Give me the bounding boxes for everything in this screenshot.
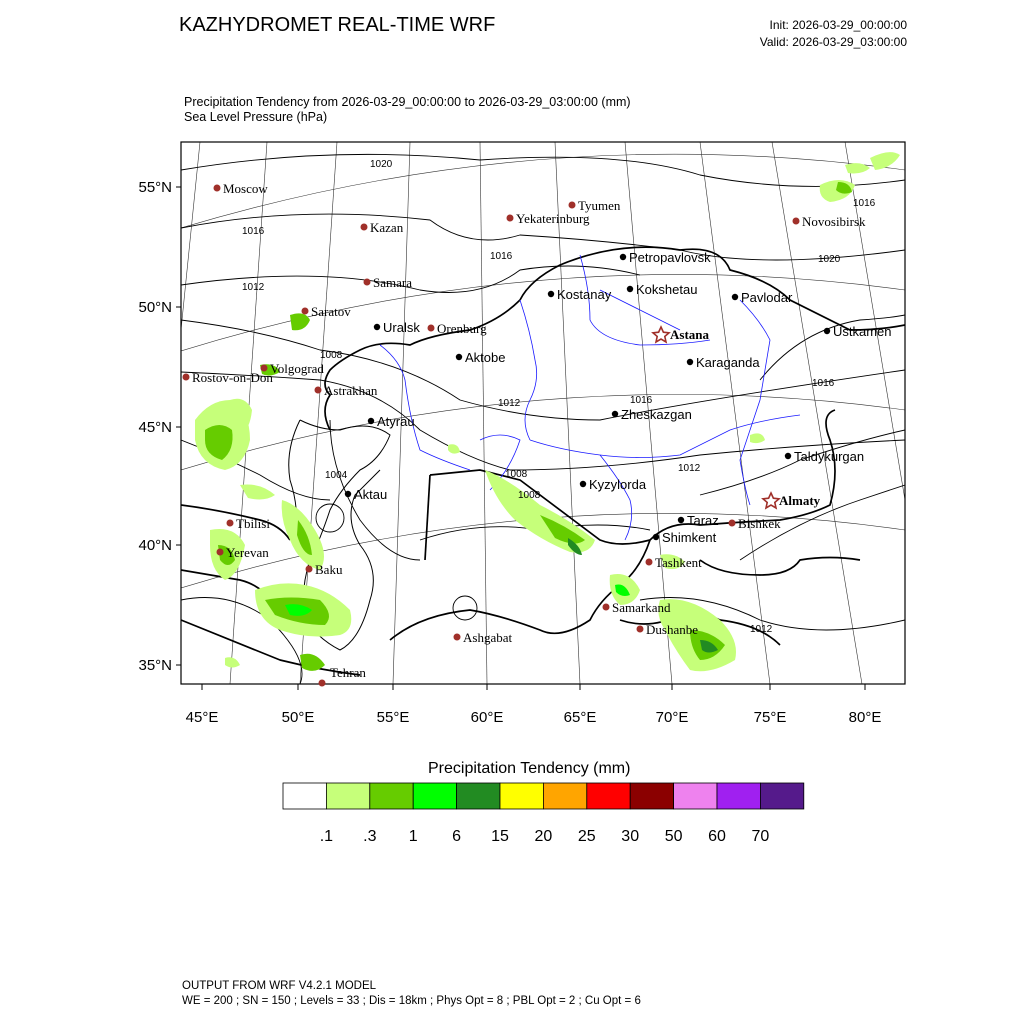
svg-text:Tehran: Tehran: [330, 665, 366, 680]
isobar-label: 1016: [242, 226, 265, 237]
lat-tick-label: 40°N: [138, 537, 172, 554]
isobar-label: 1004: [325, 470, 348, 481]
lon-tick-label: 55°E: [376, 709, 410, 726]
precip-shading: [195, 152, 900, 671]
footer-model: OUTPUT FROM WRF V4.2.1 MODEL: [182, 980, 377, 992]
isobar-label: 1012: [498, 398, 521, 409]
svg-text:Zheskazgan: Zheskazgan: [621, 407, 692, 422]
legend-level-label: 1: [408, 828, 418, 845]
city-tashkent: [646, 555, 703, 570]
city-ustkamen: [824, 324, 892, 339]
city-kostanay: [548, 287, 612, 302]
svg-text:Pavlodar: Pavlodar: [741, 290, 793, 305]
isobar-label: 1020: [370, 159, 393, 170]
lon-tick-label: 60°E: [470, 709, 504, 726]
isobar-label: 1008: [320, 350, 343, 361]
lon-tick-labels: [186, 709, 882, 726]
legend-level-label: 25: [577, 828, 596, 845]
lon-tick-label: 75°E: [753, 709, 787, 726]
city-petropavlovsk: [620, 250, 711, 265]
city-dushanbe: [637, 622, 699, 637]
svg-text:Baku: Baku: [315, 562, 343, 577]
city-pavlodar: [732, 290, 793, 305]
svg-text:Dushanbe: Dushanbe: [646, 622, 698, 637]
city-kyzylorda: [580, 477, 647, 492]
init-time: Init: 2026-03-29_00:00:00: [769, 18, 907, 32]
legend-level-label: 50: [664, 828, 683, 845]
lat-tick-label: 45°N: [138, 419, 172, 436]
isobar-label: 1016: [812, 378, 835, 389]
svg-text:Rostov-on-Don: Rostov-on-Don: [192, 370, 273, 385]
city-aktobe: [456, 350, 506, 365]
capital-star-icon: [653, 327, 669, 342]
capital-star-icon: [763, 493, 779, 508]
svg-text:Novosibirsk: Novosibirsk: [802, 214, 866, 229]
capital-almaty: [763, 493, 821, 508]
svg-text:Samarkand: Samarkand: [612, 600, 671, 615]
legend-level-label: 70: [751, 828, 770, 845]
svg-text:Yekaterinburg: Yekaterinburg: [516, 211, 590, 226]
city-taraz: [678, 513, 719, 528]
footer-config: WE = 200 ; SN = 150 ; Levels = 33 ; Dis = 18km ; Phys Opt = 8 ; PBL Opt = 2 ; Cu Opt = 6: [182, 995, 641, 1007]
svg-text:Almaty: Almaty: [779, 493, 821, 508]
city-aktau: [345, 487, 387, 502]
legend-title: Precipitation Tendency (mm): [428, 760, 631, 777]
lat-tick-label: 55°N: [138, 179, 172, 196]
svg-text:Karaganda: Karaganda: [696, 355, 760, 370]
legend-swatch: [587, 783, 630, 809]
svg-text:Taldykurgan: Taldykurgan: [794, 449, 865, 464]
svg-text:Kazan: Kazan: [370, 220, 404, 235]
svg-text:Tashkent: Tashkent: [655, 555, 702, 570]
legend-swatch: [760, 783, 803, 809]
chart-title: KAZHYDROMET REAL-TIME WRF: [179, 14, 496, 36]
legend-swatch: [283, 783, 326, 809]
legend-swatch: [457, 783, 500, 809]
isobar-label: 1008: [518, 490, 541, 501]
city-rostov: [183, 370, 274, 385]
legend-level-label: .1: [319, 828, 334, 845]
legend-level-label: 6: [452, 828, 462, 845]
city-ashgabat: [454, 630, 513, 645]
legend-swatch: [326, 783, 369, 809]
city-taldykurgan: [785, 449, 864, 464]
isobar-label: 1016: [630, 395, 653, 406]
isobar-label: 1012: [242, 282, 265, 293]
legend-level-label: 30: [621, 828, 640, 845]
isobar-label: 1012: [750, 624, 773, 635]
isobar-label: 1008: [505, 469, 528, 480]
svg-text:Aktobe: Aktobe: [465, 350, 506, 365]
svg-text:Tbilisi: Tbilisi: [236, 516, 270, 531]
capital-astana: [653, 327, 710, 342]
legend-level-label: 60: [708, 828, 726, 845]
city-karaganda: [687, 355, 761, 370]
svg-text:Astrakhan: Astrakhan: [324, 383, 378, 398]
svg-text:Atyrau: Atyrau: [377, 414, 415, 429]
svg-text:Kokshetau: Kokshetau: [636, 282, 698, 297]
isobar-label: 1012: [678, 463, 701, 474]
legend-swatch: [674, 783, 717, 809]
city-moscow: [214, 181, 269, 196]
svg-text:Saratov: Saratov: [311, 304, 351, 319]
city-samarkand: [603, 600, 671, 615]
legend-level-label: 20: [534, 828, 553, 845]
city-tbilisi: [227, 516, 271, 531]
isobar-label: 1016: [490, 251, 513, 262]
city-atyrau: [368, 414, 415, 429]
lat-tick-labels: [138, 179, 172, 674]
city-kokshetau: [627, 282, 698, 297]
city-novosibirsk: [793, 214, 867, 229]
legend-level-label: 15: [491, 828, 509, 845]
svg-text:Kyzylorda: Kyzylorda: [589, 477, 647, 492]
city-tehran: [319, 665, 367, 687]
city-orenburg: [428, 321, 488, 336]
lat-tick-label: 50°N: [138, 299, 172, 316]
legend-level-label: .3: [363, 828, 377, 845]
legend-swatch: [543, 783, 586, 809]
svg-text:Ashgabat: Ashgabat: [463, 630, 513, 645]
legend-swatch: [370, 783, 413, 809]
svg-text:Kostanay: Kostanay: [557, 287, 612, 302]
city-uralsk: [374, 320, 421, 335]
city-samara: [364, 275, 413, 290]
svg-text:Taraz: Taraz: [687, 513, 719, 528]
city-astrakhan: [315, 383, 378, 398]
city-bishkek: [729, 516, 782, 531]
svg-text:Volgograd: Volgograd: [270, 361, 324, 376]
svg-text:Astana: Astana: [670, 327, 710, 342]
svg-text:Orenburg: Orenburg: [437, 321, 487, 336]
city-zheskazgan: [612, 407, 692, 422]
legend-colorbar: [283, 783, 804, 845]
city-kazan: [361, 220, 404, 235]
valid-time: Valid: 2026-03-29_03:00:00: [759, 35, 907, 49]
svg-text:Moscow: Moscow: [223, 181, 268, 196]
svg-text:Aktau: Aktau: [354, 487, 388, 502]
city-yekaterinburg: [507, 211, 591, 226]
legend-swatch: [500, 783, 543, 809]
svg-text:Tyumen: Tyumen: [578, 198, 621, 213]
legend-swatch: [630, 783, 673, 809]
lon-tick-label: 45°E: [185, 709, 219, 726]
field-subtitle-precip: Precipitation Tendency from 2026-03-29_00:00:00 to 2026-03-29_03:00:00 (mm): [184, 95, 631, 109]
svg-text:Shimkent: Shimkent: [662, 530, 717, 545]
svg-text:Petropavlovsk: Petropavlovsk: [629, 250, 711, 265]
svg-text:Yerevan: Yerevan: [226, 545, 269, 560]
svg-text:Samara: Samara: [373, 275, 412, 290]
legend-swatch: [413, 783, 456, 809]
lat-tick-label: 35°N: [138, 657, 172, 674]
isobar-label: 1016: [853, 198, 876, 209]
legend-swatch: [717, 783, 760, 809]
lon-tick-label: 65°E: [563, 709, 597, 726]
lon-tick-label: 50°E: [281, 709, 315, 726]
city-shimkent: [653, 530, 717, 545]
svg-text:Uralsk: Uralsk: [383, 320, 420, 335]
lon-tick-label: 80°E: [848, 709, 882, 726]
field-subtitle-slp: Sea Level Pressure (hPa): [184, 110, 328, 124]
svg-text:Ustkamen: Ustkamen: [833, 324, 892, 339]
svg-text:Bishkek: Bishkek: [738, 516, 781, 531]
lon-tick-label: 70°E: [655, 709, 689, 726]
isobar-label: 1020: [818, 254, 841, 265]
